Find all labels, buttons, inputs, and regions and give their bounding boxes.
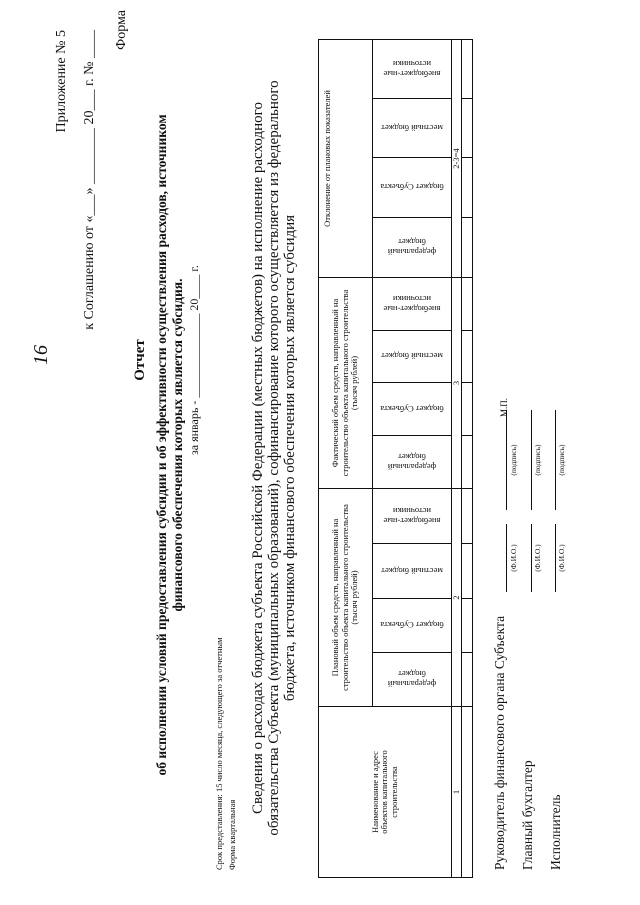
table-cell[interactable] <box>462 436 473 489</box>
fio-caption: (Ф.И.О.) <box>533 544 542 572</box>
table-cell[interactable] <box>462 544 473 599</box>
subheader-federal: федеральный бюджет <box>373 436 452 489</box>
table-cell[interactable] <box>462 331 473 383</box>
column-numbers-row <box>452 40 462 878</box>
signature-caption: (подпись) <box>509 444 518 476</box>
subheader-subject: бюджет Субъекта <box>373 158 452 218</box>
header-object-name: Наименование и адрес объектов капитального строительства <box>319 707 452 878</box>
table-cell[interactable] <box>462 158 473 218</box>
head-of-finance-label: Руководитель финансового органа Субъекта <box>492 615 507 870</box>
report-subtitle-line2: финансового обеспечения которых является субсидия. <box>170 278 185 612</box>
header-deviation: Отклонение от плановых показателей <box>319 40 373 278</box>
subheader-extrabudget: внебюджет-ные источники <box>373 489 452 544</box>
table-cell[interactable] <box>462 383 473 436</box>
expenses-table <box>318 39 473 878</box>
subheader-extrabudget: внебюджет-ные источники <box>373 40 452 99</box>
report-period: за январь - ______________ 20____ г. <box>187 265 201 455</box>
signature-caption: (подпись) <box>557 444 566 476</box>
table-cell[interactable] <box>462 599 473 653</box>
table-row <box>462 40 473 878</box>
header-planned: Плановый объем средств, направленный на строительство объекта капитального строительства (тысяч рублей) <box>319 489 373 707</box>
executor-label: Исполнитель <box>548 794 563 870</box>
fio-caption: (Ф.И.О.) <box>557 544 566 572</box>
header-actual: Фактический объем средств, направленный на строительство объекта капитального строительства (тысяч рублей) <box>319 278 373 489</box>
signature-caption: (подпись) <box>533 444 542 476</box>
deadline-note: Срок представления: 15 число месяца, следующего за отчетным <box>214 637 224 870</box>
table-cell[interactable] <box>462 99 473 158</box>
info-line3: бюджета, источником финансового обеспечения которых является субсидия <box>282 214 298 702</box>
info-line1: Сведения о расходах бюджета субъекта Российской Федерации (местных бюджетов) на исполнение расходного <box>250 102 266 814</box>
stamp-label: М.П. <box>499 397 509 417</box>
signature-line[interactable] <box>531 410 532 510</box>
table-cell[interactable] <box>462 278 473 331</box>
subheader-local: местный бюджет <box>373 99 452 158</box>
table-cell[interactable] <box>462 653 473 707</box>
subheader-federal: федеральный бюджет <box>373 218 452 278</box>
column-number: 3 <box>452 278 462 489</box>
subheader-local: местный бюджет <box>373 331 452 383</box>
report-subtitle-line1: об исполнении условий предоставления субсидии и об эффективности осуществления расходов, источником <box>154 114 169 776</box>
table-cell[interactable] <box>462 40 473 99</box>
table-cell[interactable] <box>462 707 473 878</box>
subheader-local: местный бюджет <box>373 544 452 599</box>
fio-line[interactable] <box>531 524 532 592</box>
report-title: Отчет <box>132 339 148 381</box>
fio-line[interactable] <box>506 524 507 592</box>
info-line2: обязательства Субъекта (муниципальных образований), софинансирование которого осуществляется из федерального <box>266 80 282 836</box>
signature-line[interactable] <box>555 410 556 510</box>
column-number: 1 <box>452 707 462 878</box>
subheader-subject: бюджет Субъекта <box>373 383 452 436</box>
form-type-note: Форма квартальная <box>227 799 237 870</box>
fio-line[interactable] <box>555 524 556 592</box>
chief-accountant-label: Главный бухгалтер <box>520 760 535 870</box>
table-cell[interactable] <box>462 489 473 544</box>
table-cell[interactable] <box>462 218 473 278</box>
form-label: Форма <box>114 10 129 50</box>
column-number: 2-3=4 <box>452 40 462 278</box>
subheader-federal: федеральный бюджет <box>373 653 452 707</box>
column-number: 2 <box>452 489 462 707</box>
signature-line[interactable] <box>506 410 507 510</box>
appendix-label: Приложение № 5 <box>54 30 69 133</box>
subheader-subject: бюджет Субъекта <box>373 599 452 653</box>
subheader-extrabudget: внебюджет-ные источники <box>373 278 452 331</box>
handwritten-page-number: 16 <box>30 345 52 365</box>
fio-caption: (Ф.И.О.) <box>509 544 518 572</box>
agreement-label: к Соглашению от «___» ________ 20___ г. № ____ <box>82 30 97 330</box>
